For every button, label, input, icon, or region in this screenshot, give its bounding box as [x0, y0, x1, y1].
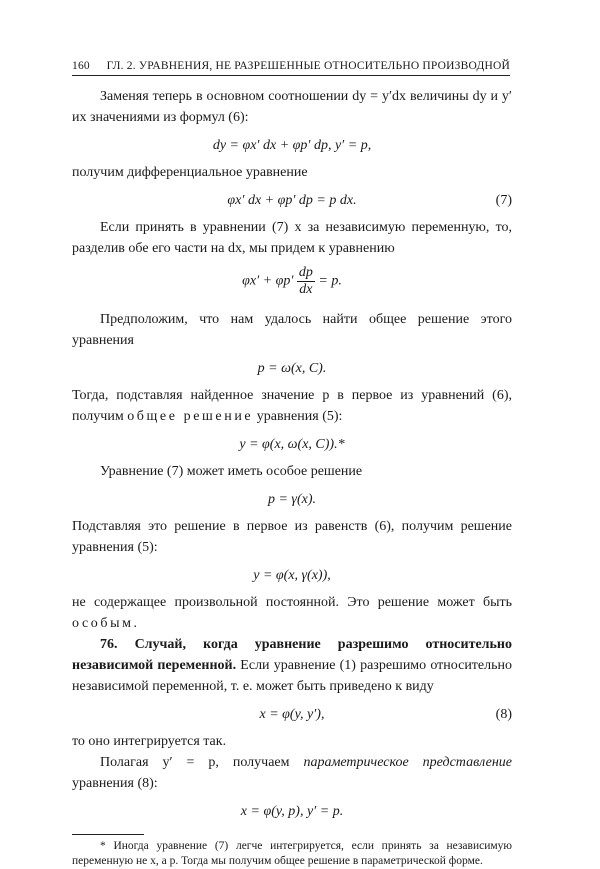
formula-parametric: x = φ(y, p), y′ = p. — [240, 804, 344, 819]
paragraph: Подставляя это решение в первое из равенств (6), получим решение уравнения (5): — [72, 519, 512, 555]
paragraph: Тогда, подставляя найденное значение p в первое из уравнений (6), получим общее решение уравнения (5): — [72, 388, 512, 424]
paragraph: получим дифференциальное уравнение — [72, 165, 308, 180]
running-title: ГЛ. 2. УРАВНЕНИЯ, НЕ РАЗРЕШЕННЫЕ ОТНОСИТЕЛЬНО ПРОИЗВОДНОЙ — [106, 60, 510, 72]
footnote: * Иногда уравнение (7) легче интегрируется, если принять за независимую переменную не x, а p. Тогда мы получим общее решение в параметрической форме. — [72, 840, 512, 867]
page-body — [72, 86, 512, 869]
paragraph: Заменяя теперь в основном соотношении dy = y′dx величины dy и y′ их значениями из формул (6): — [72, 89, 512, 125]
emphasis-spaced: общее решение — [127, 409, 254, 424]
formula-6-substitution: dy = φx′ dx + φp′ dp, y′ = p, — [212, 138, 372, 153]
running-header — [72, 60, 510, 76]
paragraph: Если принять в уравнении (7) x за независимую переменную, то, разделив обе его части на dx, мы придем к уравнению — [72, 220, 512, 256]
fraction: $\frac{dp}{dx}$ — [298, 265, 313, 297]
section-76: 76. Случай, когда уравнение разрешимо относительно независимой переменной. Если уравнение (1) разрешимо относительно независимой переменной, т. е. может быть приведено к виду — [72, 637, 513, 694]
paragraph: Предположим, что нам удалось найти общее решение этого уравнения — [72, 312, 512, 348]
formula-p-omega: p = ω(x, C). — [257, 361, 327, 376]
formula-singular-solution: y = φ(x, γ(x)), — [253, 568, 331, 583]
page-number: 160 — [72, 60, 90, 72]
emphasis-italic: параметрическое представление — [303, 755, 512, 770]
equation-7: φx′ dx + φp′ dp = p dx. (7) — [72, 187, 512, 213]
paragraph: Полагая y′ = p, получаем параметрическое представление уравнения (8): — [72, 755, 512, 791]
footnote-rule — [72, 834, 144, 835]
paragraph: то оно интегрируется так. — [72, 734, 227, 749]
paragraph: Уравнение (7) может иметь особое решение — [100, 464, 363, 479]
equation-8: x = φ(y, y′), (8) — [72, 701, 512, 727]
paragraph: не содержащее произвольной постоянной. Это решение может быть особым. — [72, 595, 512, 631]
emphasis-spaced: особым. — [72, 616, 140, 631]
equation-number: (8) — [495, 707, 512, 722]
formula-p-gamma: p = γ(x). — [267, 492, 316, 507]
section-heading: 76. Случай, когда уравнение разрешимо относительно независимой переменной. — [72, 637, 512, 673]
formula-general-solution: y = φ(x, ω(x, C)).* — [239, 437, 345, 452]
formula-dp-dx: φx′ + φp′ $\frac{dp}{dx}$ = p. — [242, 265, 342, 297]
equation-number: (7) — [495, 193, 512, 208]
